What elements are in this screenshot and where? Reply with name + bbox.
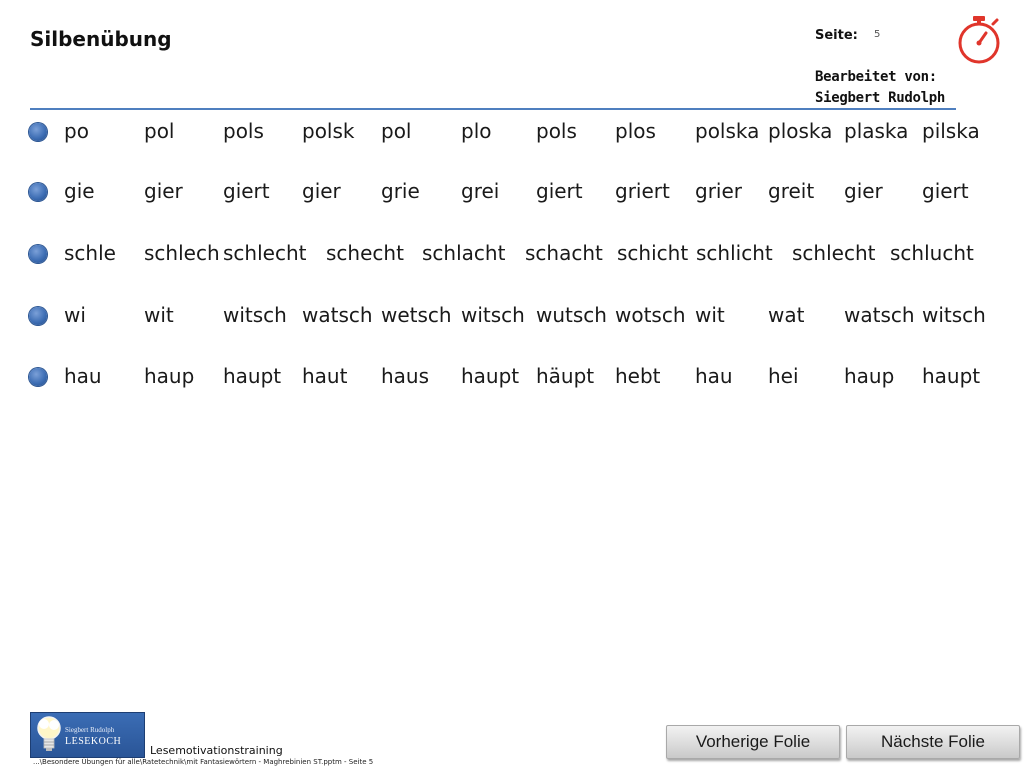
lesekoch-logo — [30, 712, 145, 758]
bullet-icon[interactable] — [29, 183, 47, 201]
page-title: Silbenübung — [30, 27, 172, 51]
syllable-word: haup — [144, 364, 195, 388]
syllable-word: haupt — [223, 364, 282, 388]
word-row — [0, 238, 1024, 268]
syllable-word: wat — [768, 303, 805, 327]
header-divider — [30, 108, 956, 110]
bullet-icon[interactable] — [29, 245, 47, 263]
syllable-word: wi — [64, 303, 86, 327]
bullet-icon[interactable] — [29, 307, 47, 325]
word-row — [0, 361, 1024, 391]
syllable-word: grei — [461, 179, 500, 203]
syllable-word: gier — [302, 179, 341, 203]
syllable-word: grier — [695, 179, 743, 203]
syllable-word: watsch — [302, 303, 373, 327]
syllable-word: häupt — [536, 364, 595, 388]
syllable-word: schlacht — [422, 241, 506, 265]
footer-file-path: ...\Besondere Übungen für alle\Ratetechnik\mit Fantasiewörtern - Maghrebinien ST.pptm - Seite 5 — [33, 758, 374, 766]
syllable-word: po — [64, 119, 89, 143]
syllable-word: wutsch — [536, 303, 607, 327]
syllable-word: wetsch — [381, 303, 452, 327]
syllable-word: giert — [536, 179, 583, 203]
edited-by-name: Siegbert Rudolph — [815, 90, 946, 106]
syllable-word: plos — [615, 119, 656, 143]
syllable-word: plaska — [844, 119, 909, 143]
word-row — [0, 300, 1024, 330]
syllable-word: wit — [695, 303, 725, 327]
logo-author: Siegbert Rudolph — [65, 726, 115, 734]
footer-training-label: Lesemotivationstraining — [150, 744, 283, 757]
syllable-word: hebt — [615, 364, 661, 388]
syllable-word: haus — [381, 364, 430, 388]
syllable-word: schle — [64, 241, 116, 265]
bullet-icon[interactable] — [29, 368, 47, 386]
syllable-word: witsch — [922, 303, 986, 327]
syllable-word: hau — [64, 364, 102, 388]
syllable-word: hau — [695, 364, 733, 388]
syllable-word: witsch — [223, 303, 287, 327]
syllable-word: giert — [223, 179, 270, 203]
syllable-word: griert — [615, 179, 670, 203]
syllable-word: schlicht — [696, 241, 773, 265]
syllable-word: haupt — [461, 364, 520, 388]
syllable-word: schicht — [617, 241, 689, 265]
previous-slide-button[interactable]: Vorherige Folie — [666, 725, 840, 759]
syllable-word: pilska — [922, 119, 980, 143]
next-slide-button[interactable]: Nächste Folie — [846, 725, 1020, 759]
syllable-word: greit — [768, 179, 815, 203]
word-row — [0, 116, 1024, 146]
syllable-word: witsch — [461, 303, 525, 327]
syllable-word: gie — [64, 179, 95, 203]
page-label: Seite: — [815, 28, 858, 43]
syllable-word: haup — [844, 364, 895, 388]
syllable-word: giert — [922, 179, 969, 203]
edited-by — [815, 67, 945, 109]
lightbulb-logo-icon — [35, 715, 63, 755]
syllable-word: pol — [144, 119, 175, 143]
syllable-word: polska — [695, 119, 760, 143]
syllable-word: wotsch — [615, 303, 686, 327]
syllable-word: schacht — [525, 241, 603, 265]
syllable-word: pol — [381, 119, 412, 143]
syllable-word: watsch — [844, 303, 915, 327]
syllable-word: gier — [844, 179, 883, 203]
bullet-icon[interactable] — [29, 123, 47, 141]
stopwatch-icon[interactable] — [955, 14, 1003, 66]
syllable-word: haut — [302, 364, 348, 388]
syllable-word: schlecht — [223, 241, 307, 265]
edited-by-label: Bearbeitet von: — [815, 69, 937, 85]
logo-name: LESEKOCH — [65, 736, 122, 747]
syllable-word: schlech — [144, 241, 220, 265]
syllable-word: polsk — [302, 119, 355, 143]
syllable-word: ploska — [768, 119, 833, 143]
syllable-word: schlecht — [792, 241, 876, 265]
syllable-word: schecht — [326, 241, 404, 265]
syllable-word: haupt — [922, 364, 981, 388]
syllable-word: wit — [144, 303, 174, 327]
syllable-word: schlucht — [890, 241, 974, 265]
page-number: 5 — [874, 29, 881, 40]
word-row — [0, 176, 1024, 206]
syllable-word: gier — [144, 179, 183, 203]
syllable-word: pols — [223, 119, 264, 143]
syllable-word: hei — [768, 364, 799, 388]
syllable-word: grie — [381, 179, 420, 203]
syllable-word: plo — [461, 119, 492, 143]
syllable-word: pols — [536, 119, 577, 143]
